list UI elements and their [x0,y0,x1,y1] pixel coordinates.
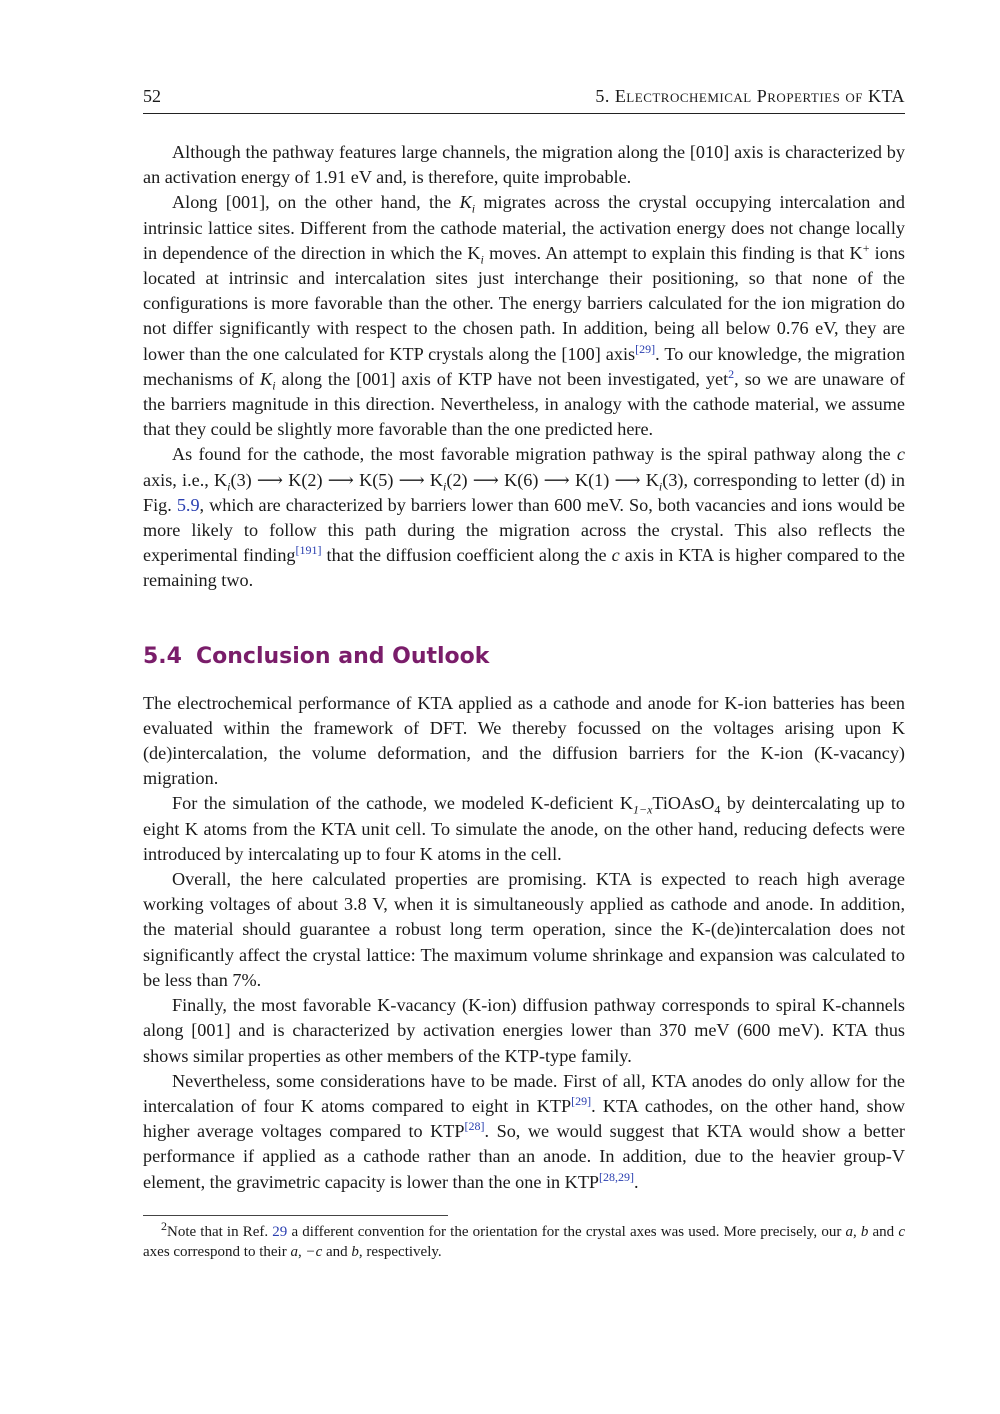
page [143,86,905,1262]
paragraph: The electrochemical performance of KTA applied as a cathode and anode for K-ion batteries has been evaluated within the framework of DFT. We thereby focussed on the voltages arising upon K (de)intercalation, the volume deformation, and the diffusion barriers for the K-ion (K-vacancy) migration. [143,692,905,789]
running-head [143,86,905,114]
figure-link[interactable]: 5.9 [176,494,200,515]
footnote-link[interactable]: 2 [728,366,735,381]
footnote-rule [143,1215,448,1216]
chapter-title: 5. Electrochemical Properties of KTA [595,86,905,106]
citation-link[interactable]: [191] [295,543,322,558]
paragraph: Although the pathway features large channels, the migration along the [010] axis is characterized by an activation energy of 1.91 eV and, is therefore, quite improbable. [143,142,905,188]
paragraph: For the simulation of the cathode, we modeled K-deficient $K_{1-x}TiOAsO_4$ by deintercalating up to eight K atoms from the KTA unit cell. To simulate the anode, on the other hand, reducing defects were introduced by intercalating up to four K atoms in the cell. [143,793,905,864]
section-heading [143,644,905,669]
citation-link[interactable]: [28] [464,1119,485,1134]
citation-link[interactable]: 29 [272,1223,288,1240]
footnote-mark: 2 [161,1218,167,1233]
paragraph: As found for the cathode, the most favorable migration pathway is the spiral pathway along the c axis, i.e., $K_i(3)$ ⟶ K(2) ⟶ K(5) ⟶ $K_i(2)$ ⟶ K(6) ⟶ K(1) ⟶ $K_i(3)$, corresponding to letter (d) in Fig. 5.9, which are characterized by barriers lower than 600 meV. So, both vacancies and ions would be more likely to follow this path during the migration across the crystal. This also reflects the experimental finding[191] that the diffusion coefficient along the c axis in KTA is higher compared to the remaining two. [143,444,905,591]
paragraph: Overall, the here calculated properties are promising. KTA is expected to reach high average working voltages of about 3.8 V, when it is simultaneously applied as cathode and anode. In addition, the material should guarantee a robust long term operation, since the K-(de)intercalation does not significantly affect the crystal lattice: The maximum volume shrinkage and expansion was calculated to be less than 7%. [143,869,905,990]
paragraph: Along [001], on the other hand, the $K_i$ migrates across the crystal occupying intercalation and intrinsic lattice sites. Different from the cathode material, the activation energy does not change locally in dependence of the direction in which the $K_i$ moves. An attempt to explain this finding is that K+ ions located at intrinsic and intercalation sites just interchange their positioning, so that none of the configurations is more favorable than the other. The energy barriers calculated for the ion migration do not differ significantly with respect to the chosen path. In addition, being all below 0.76 eV, they are lower than the one calculated for KTP crystals along the [100] axis[29]. To our knowledge, the migration mechanisms of $K_i$ along the [001] axis of KTP have not been investigated, yet$^2$, so we are unaware of the barriers magnitude in this direction. Nevertheless, in analogy with the cathode material, we assume that they could be slightly more favorable than the one predicted here. [143,192,905,440]
page-number: 52 [143,86,161,106]
citation-link[interactable]: [29] [635,341,656,356]
paragraph: Finally, the most favorable K-vacancy (K-ion) diffusion pathway corresponds to spiral K-channels along [001] and is characterized by activation energies lower than 370 meV (600 meV). KTA thus shows similar properties as other members of the KTP-type family. [143,995,905,1066]
footnote: $^2$Note that in Ref. 29 a different convention for the orientation for the crystal axes was used. More precisely, our a, b and c axes correspond to their a, −c and b, respectively. [143,1218,905,1260]
citation-link[interactable]: [28,29] [599,1169,635,1184]
section-number: 5.4 [143,643,182,669]
body-text [143,140,905,1195]
citation-link[interactable]: [29] [571,1093,592,1108]
paragraph: Nevertheless, some considerations have to be made. First of all, KTA anodes do only allow for the intercalation of four K atoms compared to eight in KTP[29]. KTA cathodes, on the other hand, show higher average voltages compared to KTP[28]. So, we would suggest that KTA would show a better performance if applied as a cathode rather than an anode. In addition, due to the heavier group-V element, the gravimetric capacity is lower than the one in KTP[28,29]. [143,1070,905,1192]
section-title: Conclusion and Outlook [195,643,490,669]
